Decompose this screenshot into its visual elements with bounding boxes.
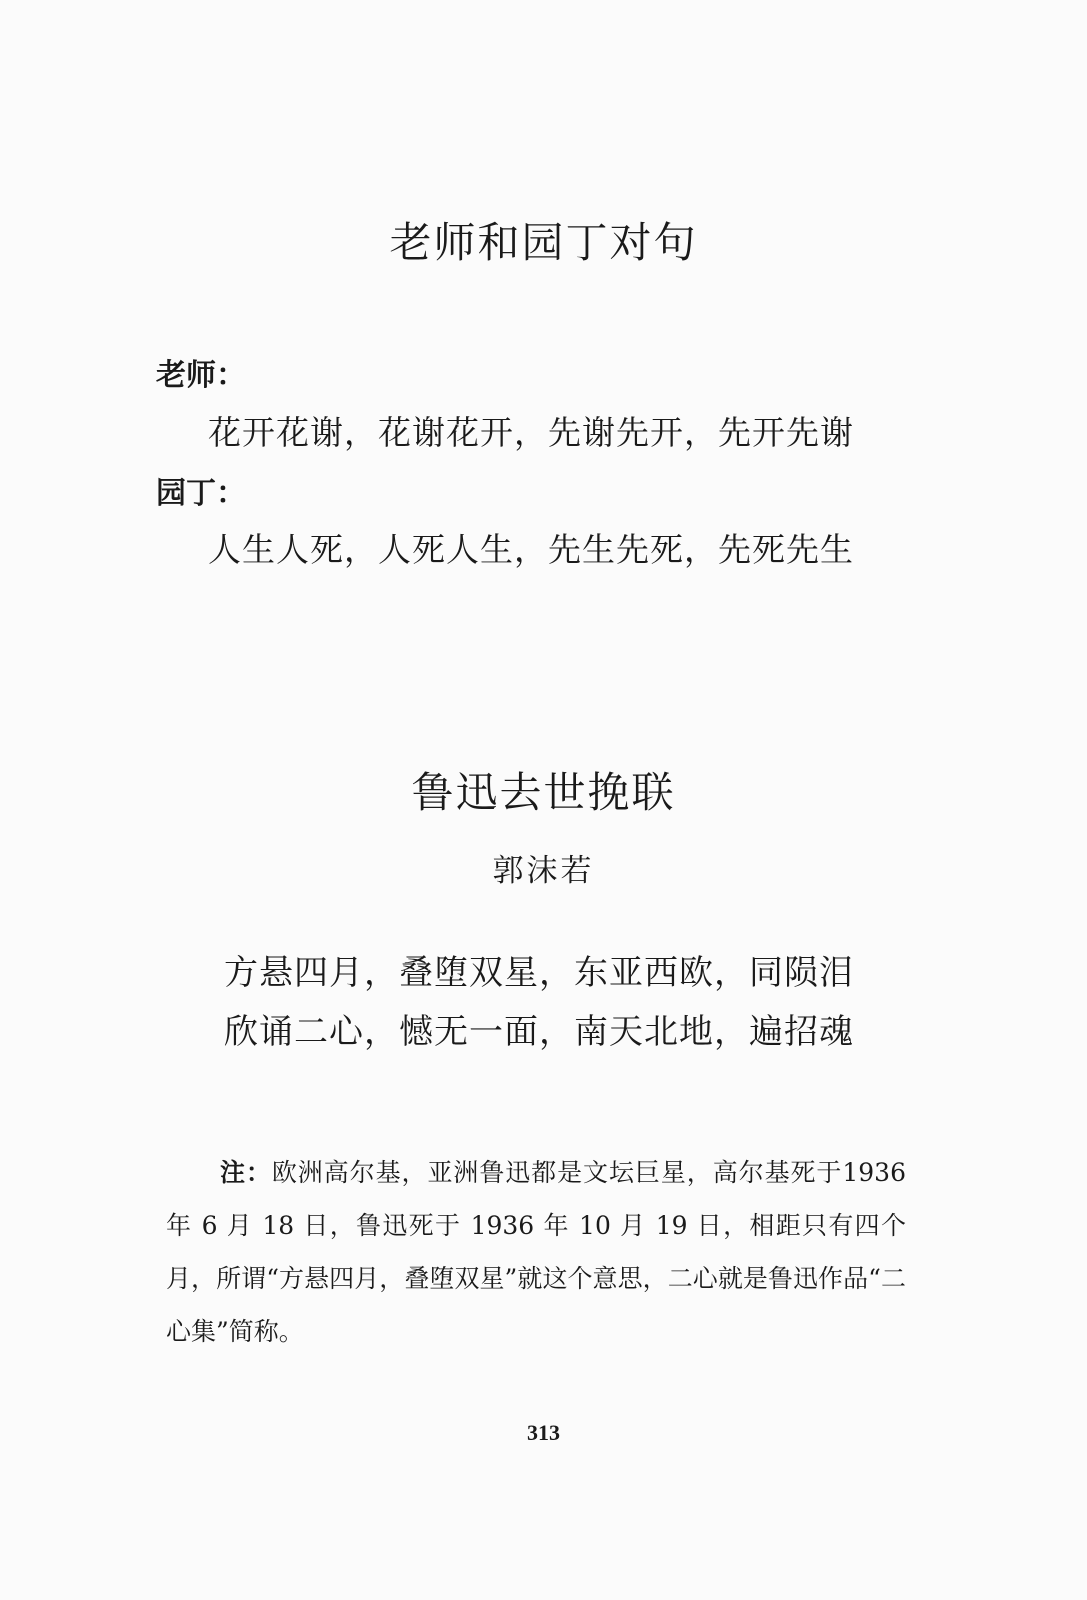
annotation-text: 欧洲高尔基，亚洲鲁迅都是文坛巨星，高尔基死于1936 年 6 月 18 日，鲁迅死于 1936 年 10 月 19 日，相距只有四个月，所谓“方悬四月，叠堕双星”就这个意思，二心就是鲁迅作品“二心集”简称。 (166, 1158, 906, 1346)
author-name: 郭沫若 (492, 853, 595, 889)
couplet-second-line: 欣诵二心，憾无一面，南天北地，遍招魂 (224, 1012, 854, 1052)
section2-title: 鲁迅去世挽联 (411, 768, 676, 817)
gardener-line: 人生人死，人死人生，先生先死，先死先生 (208, 530, 854, 569)
page-number: 313 (527, 1420, 560, 1445)
couplet-first-line: 方悬四月，叠堕双星，东亚西欧，同陨泪 (224, 953, 854, 993)
annotation-paragraph (166, 1146, 906, 1358)
annotation-label: 注： (220, 1158, 272, 1187)
speaker-gardener-label: 园丁： (156, 476, 246, 511)
section1-title: 老师和园丁对句 (389, 218, 698, 267)
teacher-line: 花开花谢，花谢花开，先谢先开，先开先谢 (208, 413, 854, 452)
speaker-teacher-label: 老师： (156, 358, 246, 393)
